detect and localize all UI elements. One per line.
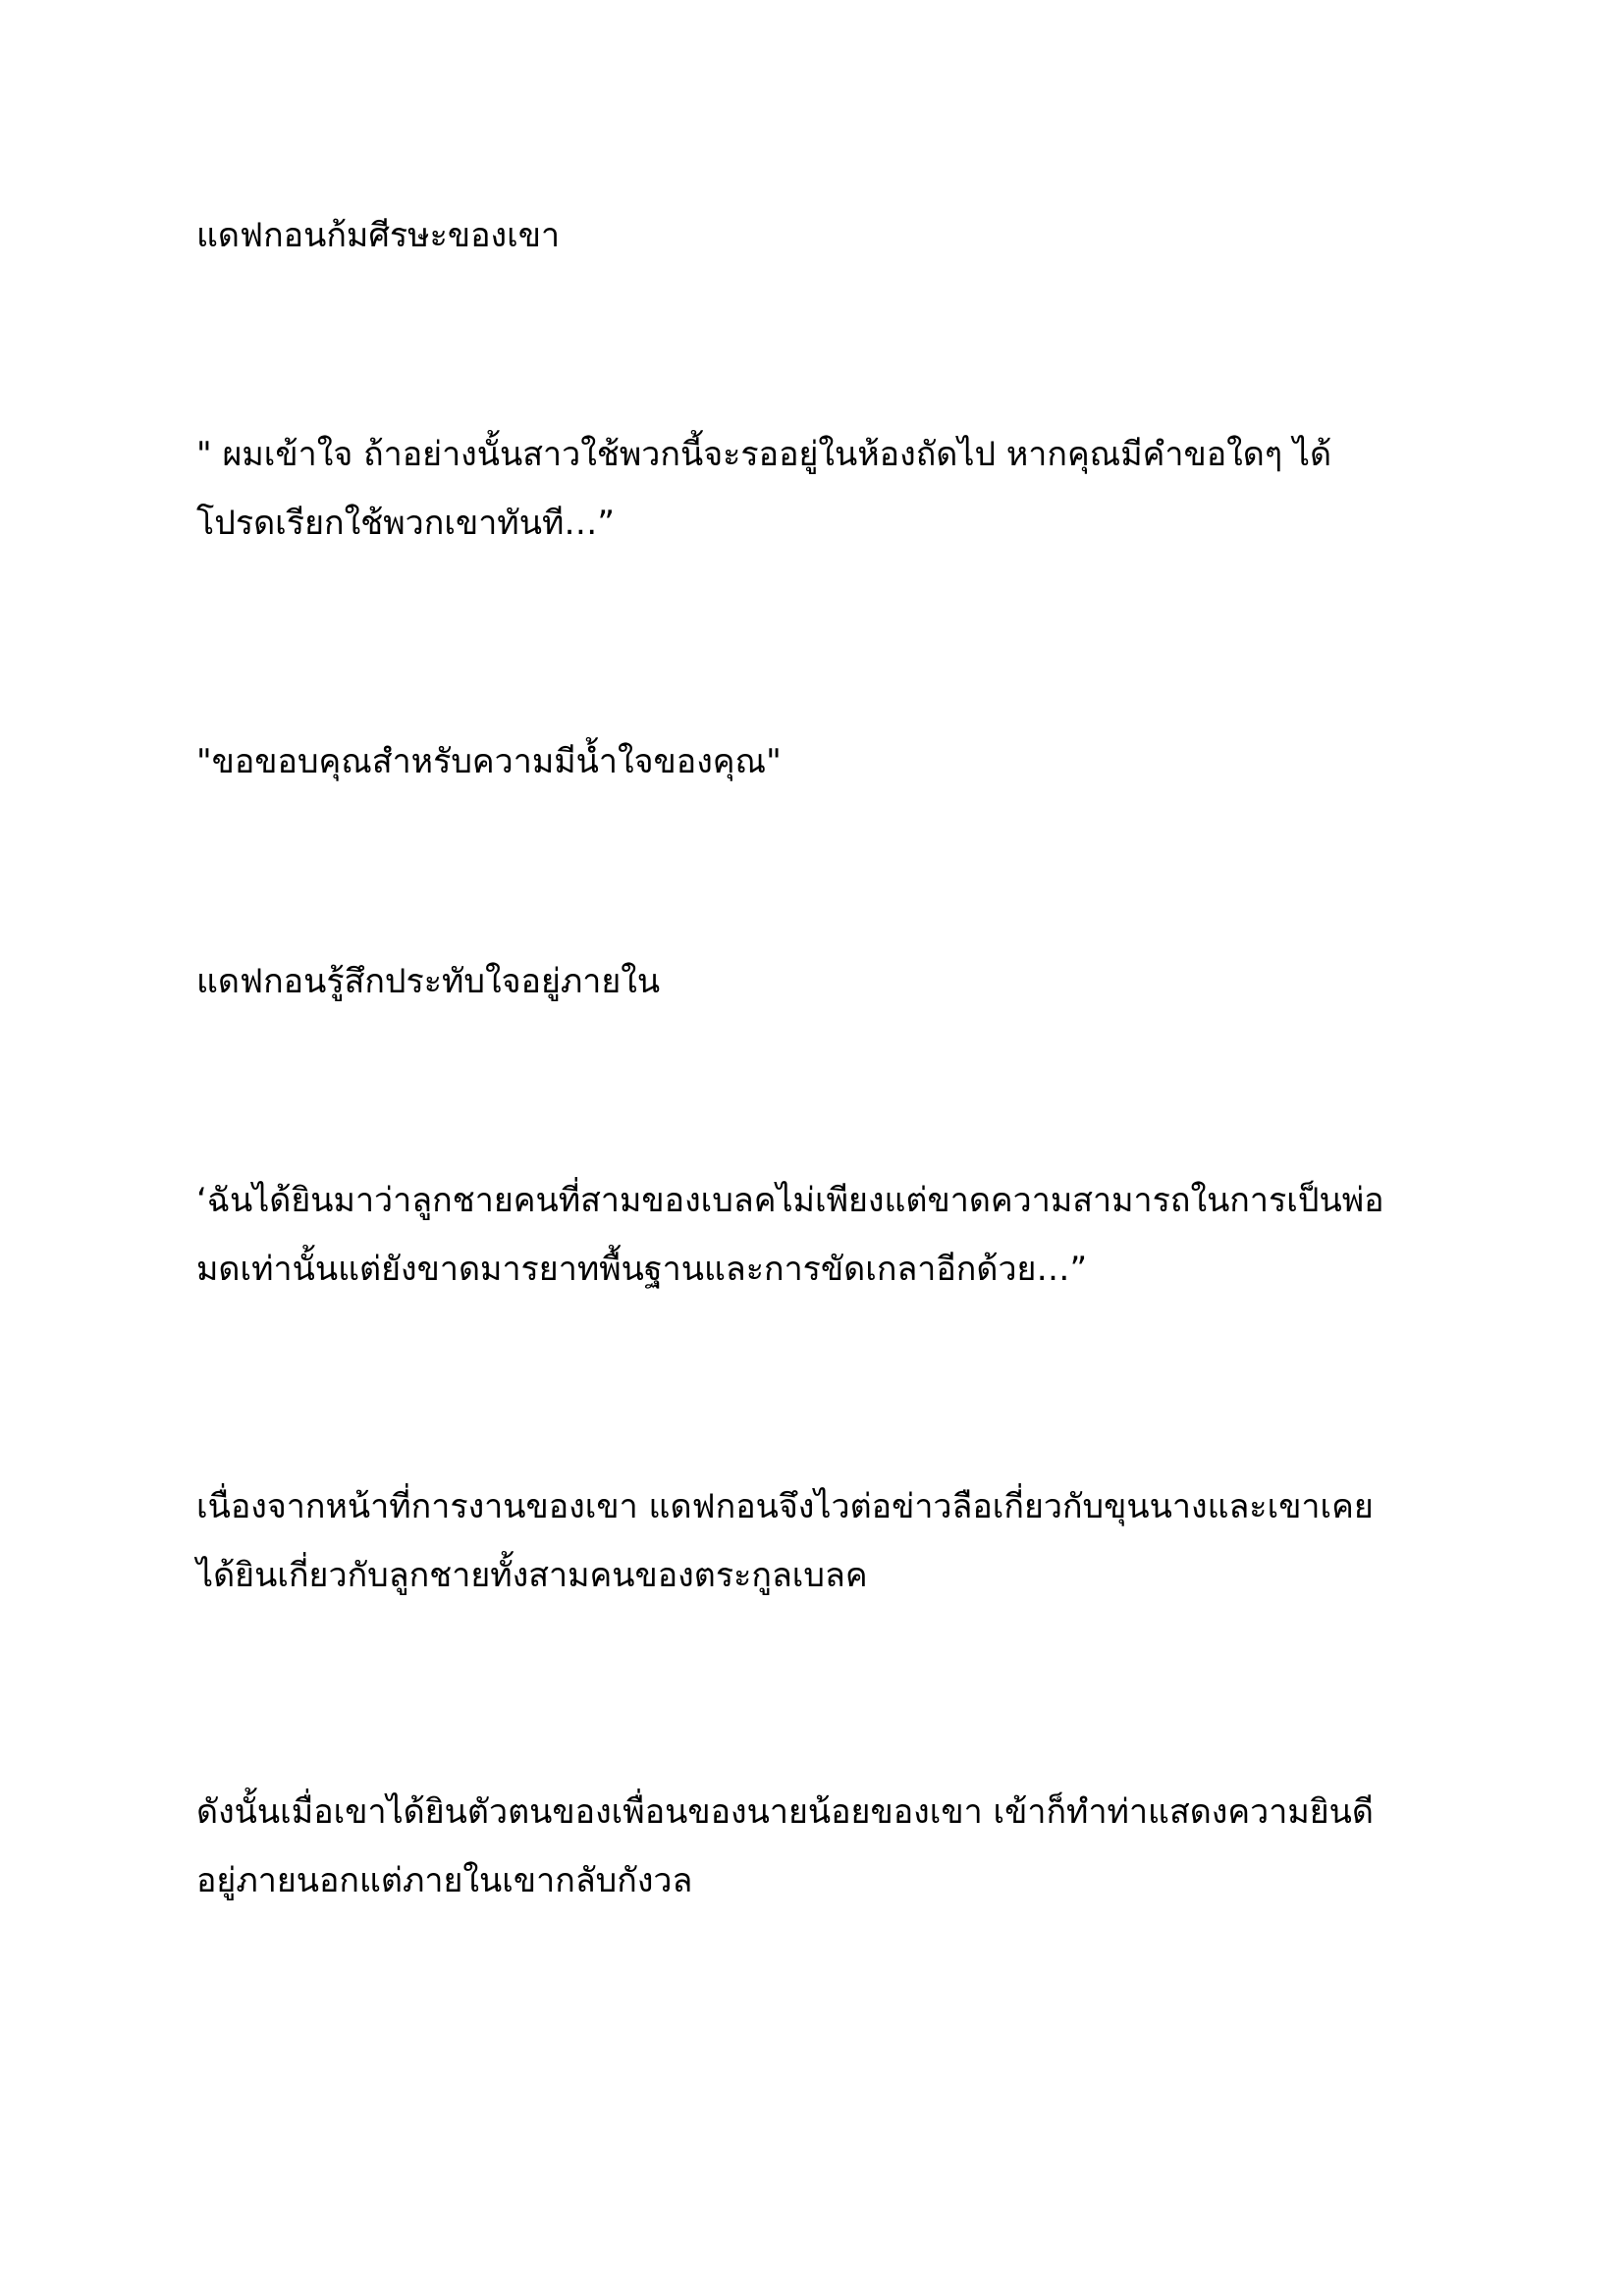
paragraph-3 [196,727,1463,796]
text-line: แดฟกอนก้มศีรษะของเขา [196,216,561,255]
paragraph-6 [196,1472,1463,1610]
paragraph-7 [196,1778,1463,1915]
paragraph-5 [196,1166,1463,1304]
text-line: แดฟกอนรู้สึกประทับใจอยู่ภายใน [196,962,661,1001]
text-line: " ผมเข้าใจ ถ้าอย่างนั้นสาวใช้พวกนี้จะรออยู่ในห้องถัดไป หากคุณมีคำขอใดๆ ได้ [196,435,1332,474]
text-line: เนื่องจากหน้าที่การงานของเขา แดฟกอนจึงไวต่อข่าวลือเกี่ยวกับขุนนางและเขาเคย [196,1487,1374,1526]
text-line: มดเท่านั้นแต่ยังขาดมารยาทพื้นฐานและการขัดเกลาอีกด้วย…” [196,1250,1088,1289]
paragraph-4 [196,947,1463,1016]
text-line: อยู่ภายนอกแต่ภายในเขากลับกังวล [196,1861,693,1900]
text-line: โปรดเรียกใช้พวกเขาทันที…” [196,504,615,543]
text-line: ได้ยินเกี่ยวกับลูกชายทั้งสามคนของตระกูลเบลค [196,1556,868,1595]
text-line: "ขอขอบคุณสำหรับความมีน้ำใจของคุณ" [196,742,782,781]
text-line: ‘ฉันได้ยินมาว่าลูกชายคนที่สามของเบลคไม่เพียงแต่ขาดความสามารถในการเป็นพ่อ [196,1181,1384,1220]
paragraph-1 [196,201,1463,270]
text-line: ดังนั้นเมื่อเขาได้ยินตัวตนของเพื่อนของนายน้อยของเขา เข้าก็ทำท่าแสดงความยินดี [196,1792,1374,1832]
paragraph-2 [196,420,1463,558]
